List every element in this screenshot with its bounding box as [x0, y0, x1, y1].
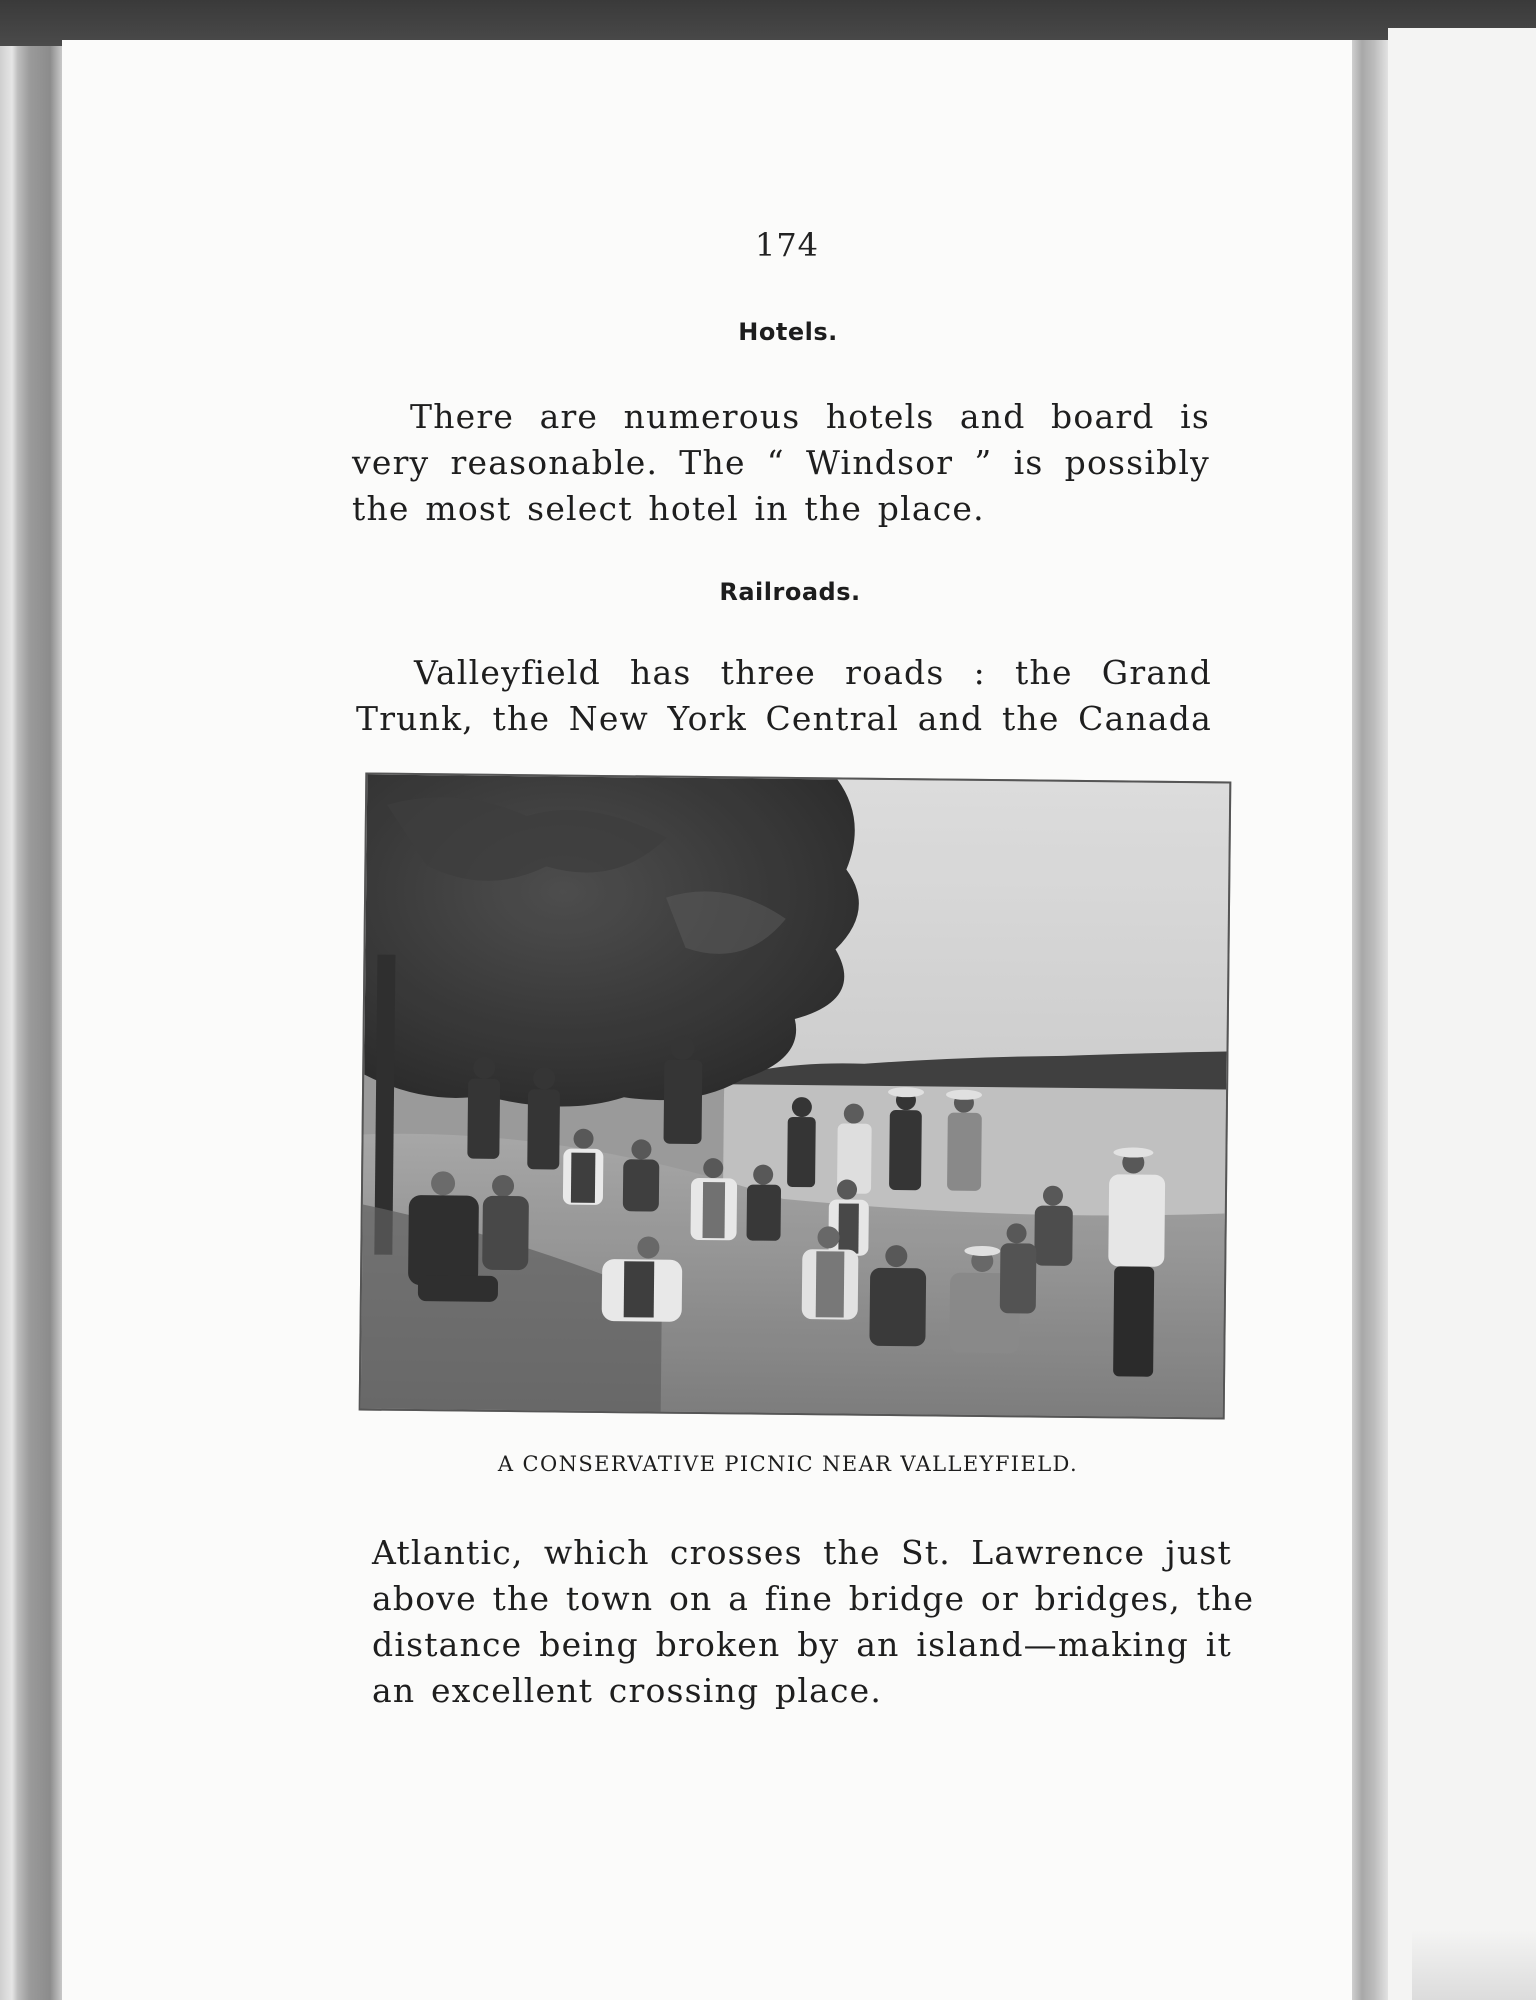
- text-line: an excellent crossing place.: [372, 1671, 883, 1710]
- text-line: Atlantic, which crosses the St. Lawrence just: [372, 1533, 1232, 1572]
- page-number: 174: [754, 226, 820, 264]
- text-line: Trunk, the New York Central and the Canada: [356, 699, 1212, 738]
- paragraph-hotels: [352, 394, 1210, 532]
- text-line: There are numerous hotels and board is: [410, 397, 1210, 436]
- facing-page-edge: [1412, 1930, 1536, 2000]
- picnic-photograph: [359, 772, 1232, 1419]
- text-line: above the town on a fine bridge or bridges, the: [372, 1579, 1255, 1618]
- text-line: distance being broken by an island—making it: [372, 1625, 1232, 1664]
- text-line: very reasonable. The “ Windsor ” is possibly: [352, 443, 1210, 482]
- section-heading-railroads: Railroads.: [719, 578, 861, 606]
- paragraph-continuation: [372, 1530, 1255, 1714]
- section-heading-hotels: Hotels.: [738, 318, 838, 346]
- paragraph-railroads: [356, 650, 1212, 742]
- figure-caption: A CONSERVATIVE PICNIC NEAR VALLEYFIELD.: [497, 1452, 1079, 1476]
- text-line: the most select hotel in the place.: [352, 489, 985, 528]
- text-line: Valleyfield has three roads : the Grand: [414, 653, 1212, 692]
